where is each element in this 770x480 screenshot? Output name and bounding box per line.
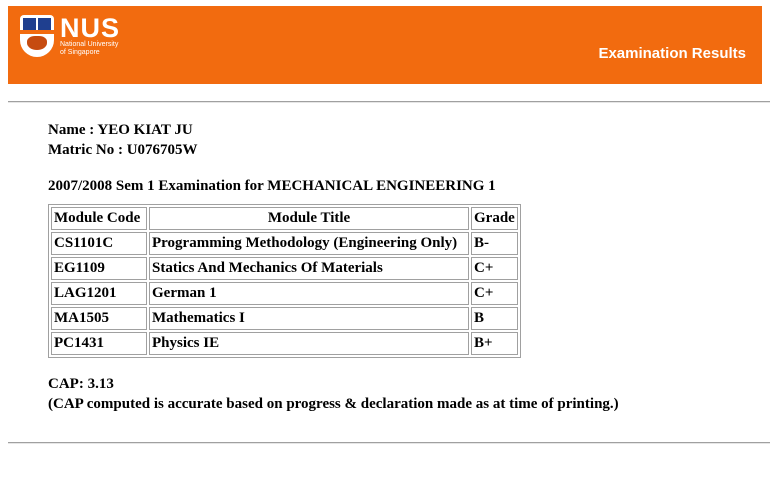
- grade-cell: B: [471, 307, 518, 330]
- logo-subtitle-line-2: of Singapore: [60, 49, 100, 56]
- results-table: [48, 204, 521, 358]
- table-row: [51, 232, 518, 255]
- nus-logo: [20, 15, 120, 57]
- page-title: Examination Results: [598, 45, 746, 62]
- grade-cell: C+: [471, 282, 518, 305]
- page-header: [8, 6, 762, 84]
- module-title-cell: Physics IE: [149, 332, 469, 355]
- column-header-module-title: Module Title: [149, 207, 469, 230]
- cap-value: CAP: 3.13: [48, 376, 114, 392]
- table-header-row: [51, 207, 518, 230]
- module-title-cell: Programming Methodology (Engineering Only): [149, 232, 469, 255]
- module-title-cell: Mathematics I: [149, 307, 469, 330]
- bottom-divider: [8, 442, 770, 444]
- cap-note: (CAP computed is accurate based on progress & declaration made as at time of printing.): [48, 396, 619, 412]
- column-header-grade: Grade: [471, 207, 518, 230]
- module-code-cell: PC1431: [51, 332, 147, 355]
- nus-crest-icon: [20, 15, 54, 57]
- module-code-cell: MA1505: [51, 307, 147, 330]
- matric-number: Matric No : U076705W: [48, 142, 198, 158]
- grade-cell: B+: [471, 332, 518, 355]
- logo-wordmark: NUS: [60, 13, 121, 43]
- module-code-cell: LAG1201: [51, 282, 147, 305]
- exam-title: 2007/2008 Sem 1 Examination for MECHANICAL ENGINEERING 1: [48, 178, 496, 194]
- module-title-cell: Statics And Mechanics Of Materials: [149, 257, 469, 280]
- logo-subtitle-line-1: National University: [60, 41, 119, 48]
- grade-cell: C+: [471, 257, 518, 280]
- grade-cell: B-: [471, 232, 518, 255]
- results-content: [48, 120, 619, 414]
- top-divider: [8, 101, 770, 103]
- column-header-module-code: Module Code: [51, 207, 147, 230]
- table-row: [51, 332, 518, 355]
- table-row: [51, 257, 518, 280]
- module-code-cell: EG1109: [51, 257, 147, 280]
- table-row: [51, 307, 518, 330]
- student-name: Name : YEO KIAT JU: [48, 122, 193, 138]
- module-code-cell: CS1101C: [51, 232, 147, 255]
- table-row: [51, 282, 518, 305]
- module-title-cell: German 1: [149, 282, 469, 305]
